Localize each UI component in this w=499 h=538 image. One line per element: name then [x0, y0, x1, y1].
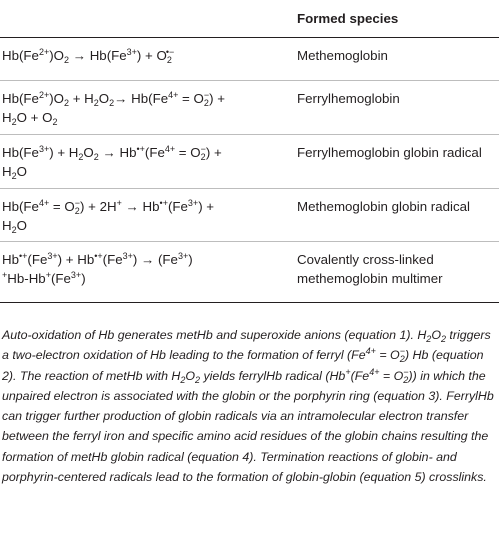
formed-species-3: Ferrylhemoglobin globin radical	[297, 134, 499, 188]
reaction-equation-3: $Hb(Fe^{3+}) + H_2O_2 \to Hb^{•+}(Fe^{4+} = O_2^-)$ + $H_2O$	[0, 134, 297, 188]
formed-species-2: Ferrylhemoglobin	[297, 80, 499, 134]
formed-species-5: Covalently cross-linked methemoglobin multimer	[297, 241, 499, 302]
table-header-row	[0, 0, 499, 37]
table-row	[0, 188, 499, 241]
reaction-equation-1: $Hb(Fe^{2+})O_2 \to Hb(Fe^{3+}) + O_2^{•-}$	[0, 37, 297, 80]
table-row	[0, 37, 499, 80]
formed-species-1: Methemoglobin	[297, 37, 499, 80]
table-caption: Auto-oxidation of Hb generates metHb and superoxide anions (equation 1). $H_2O_2$ triggers a two-electron oxidation of Hb leading to the formation of ferryl $(Fe^{4+} = O_2^-)$ Hb (equation 2). The reaction of metHb with $H_2O_2$ yields ferrylHb radical $(Hb^+(Fe^{4+} = O_2^-))$ in which the unpaired electron is associated with the globin or the porphyrin ring (equation 3). FerrylHb can trigger further production of globin radicals via an intramolecular electron transfer between the ferryl iron and specific amino acid residues of the globin chains resulting the formation of metHb globin radical (equation 4). Termination reactions of globin- and porphyrin-centered radicals lead to the formation of globin-globin (equation 5) crosslinks.	[2, 328, 494, 485]
reaction-equation-2: $Hb(Fe^{2+})O_2 + H_2O_2\to Hb(Fe^{4+} = O_2^-)$ + $H_2O + O_2$	[0, 80, 297, 134]
table-row	[0, 134, 499, 188]
reaction-equation-4: $Hb(Fe^{4+} = O_2^-) + 2H^+ \to Hb^{•+}(Fe^{3+})$ + $H_2O$	[0, 188, 297, 241]
reaction-equation-5: $Hb^{•+}(Fe^{3+}) + Hb^{•+}(Fe^{3+}) \to (Fe^{3+})$ $^+Hb-Hb^+(Fe^{3+})$	[0, 241, 297, 302]
table-row	[0, 80, 499, 134]
formed-species-4: Methemoglobin globin radical	[297, 188, 499, 241]
header-formed-species: Formed species	[297, 11, 399, 26]
table-row	[0, 241, 499, 302]
header-reaction	[0, 0, 297, 37]
